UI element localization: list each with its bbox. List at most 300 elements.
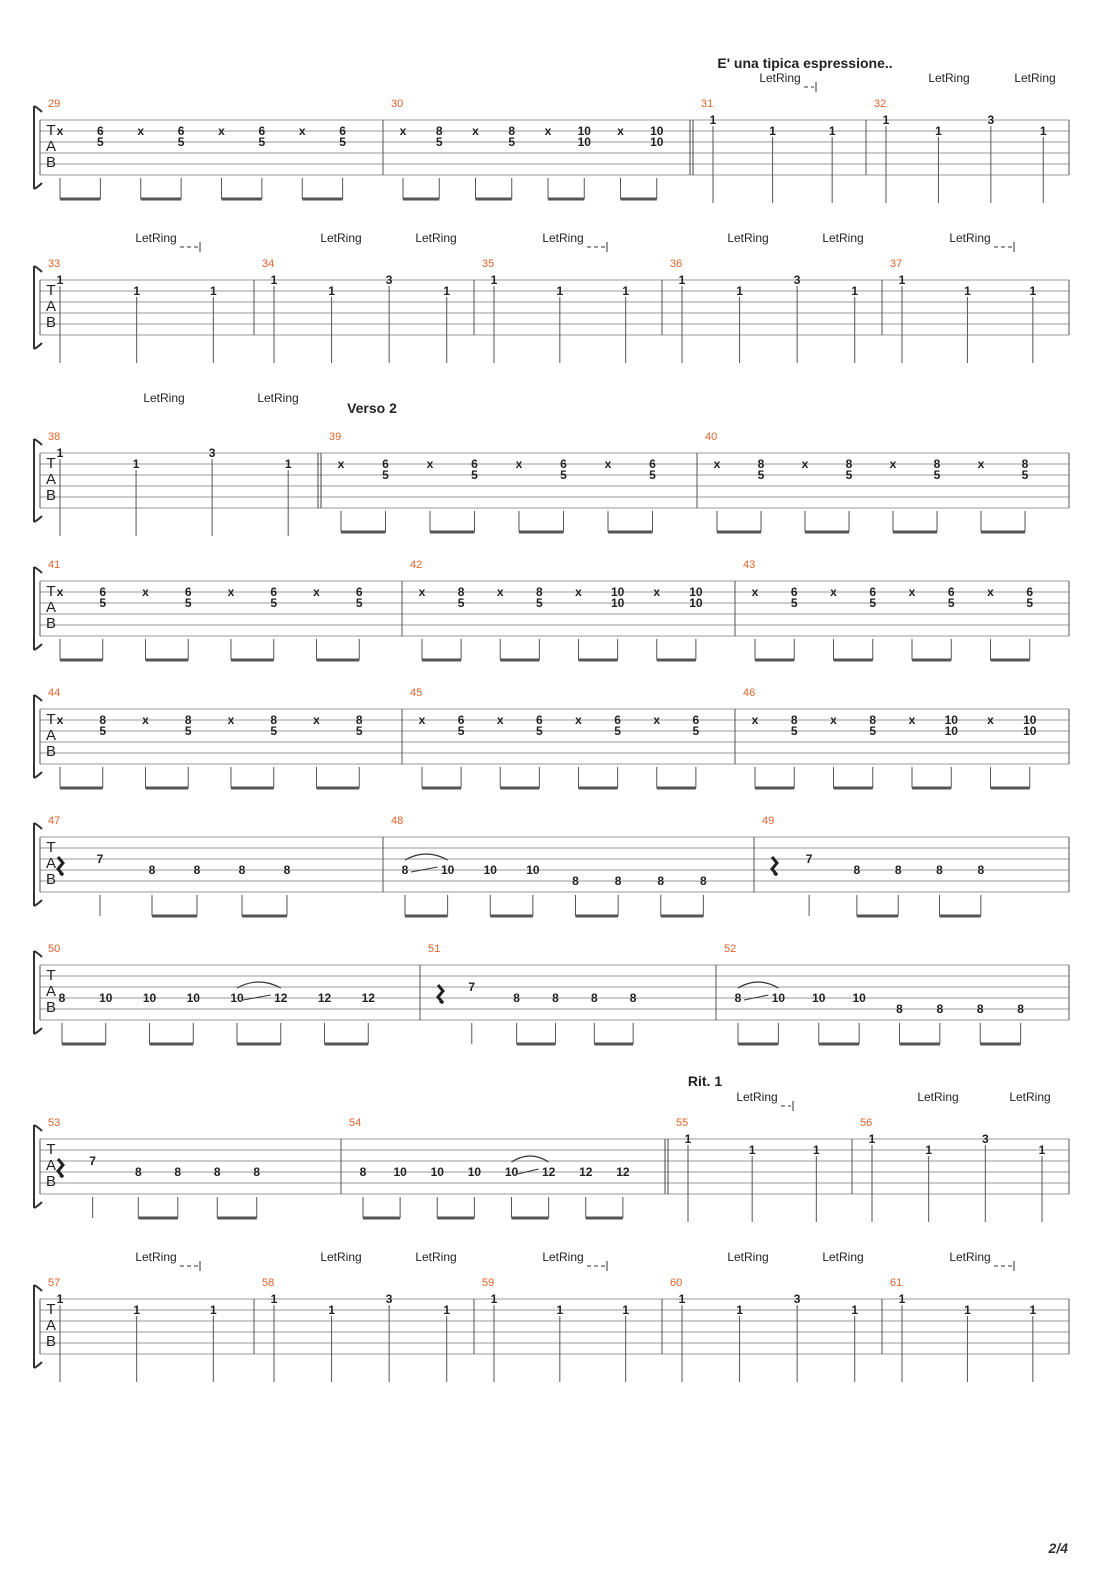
- fret-number: 8: [184, 713, 192, 727]
- fret-number: 6: [177, 124, 185, 138]
- section-label: Rit. 1: [687, 1073, 723, 1089]
- tab-letter-a: A: [45, 855, 57, 872]
- tab-letter-a: A: [45, 983, 57, 1000]
- fret-number: 8: [936, 863, 943, 877]
- fret-mute: x: [496, 713, 504, 727]
- tab-letter-t: T: [46, 839, 56, 856]
- fret-number: 6: [184, 585, 192, 599]
- fret-number: 3: [987, 113, 995, 127]
- fret-number: 8: [552, 991, 559, 1005]
- fret-number: 6: [869, 585, 877, 599]
- fret-number: 1: [935, 124, 942, 138]
- tab-letter-a: A: [45, 1317, 57, 1334]
- fret-number: 12: [361, 991, 375, 1005]
- fret-number: 1: [443, 1303, 451, 1317]
- measure-number: 60: [670, 1277, 683, 1289]
- fret-number: 10: [812, 991, 826, 1005]
- fret-mute: x: [830, 713, 837, 727]
- fret-number: 1: [56, 273, 64, 287]
- measure-number: 46: [743, 687, 756, 699]
- measure-number: 56: [860, 1117, 873, 1129]
- staff-brace: [34, 823, 42, 906]
- fret-number: 1: [736, 284, 743, 298]
- fret-number: 8: [536, 585, 543, 599]
- fret-number: 1: [209, 1303, 217, 1317]
- fret-mute: x: [889, 457, 897, 471]
- measure-number: 39: [329, 431, 342, 443]
- fret-number: 10: [186, 991, 200, 1005]
- fret-number: 1: [709, 113, 717, 127]
- fret-mute: x: [515, 457, 523, 471]
- fret-number: 8: [58, 991, 66, 1005]
- fret-number: 8: [869, 713, 877, 727]
- fret-number: 8: [359, 1165, 367, 1179]
- measure-number: 38: [48, 431, 61, 443]
- fret-number: 6: [99, 585, 107, 599]
- fret-mute: x: [137, 124, 145, 138]
- let-ring-label: LetRing: [415, 1250, 457, 1264]
- fret-number: 8: [513, 991, 520, 1005]
- fret-number: 8: [253, 1165, 261, 1179]
- measure-number: 32: [874, 98, 887, 110]
- fret-mute: x: [830, 585, 837, 599]
- measure-number: 47: [48, 815, 61, 827]
- tab-letter-t: T: [46, 455, 56, 472]
- fret-number: 8: [238, 863, 246, 877]
- fret-number: 8: [401, 863, 409, 877]
- fret-number: 7: [805, 852, 813, 866]
- measure-number: 29: [48, 98, 61, 110]
- measure-number: 48: [391, 815, 404, 827]
- fret-mute: x: [751, 713, 759, 727]
- tab-letter-a: A: [45, 138, 57, 155]
- fret-mute: x: [418, 713, 426, 727]
- fret-number: 5: [355, 724, 363, 738]
- fret-number: 6: [790, 585, 798, 599]
- fret-number: 6: [649, 457, 656, 471]
- measure-number: 31: [701, 98, 714, 110]
- fret-number: 1: [684, 1132, 692, 1146]
- staff-brace: [34, 567, 42, 650]
- fret-number: 5: [457, 596, 465, 610]
- fret-number: 8: [734, 991, 742, 1005]
- fret-mute: x: [426, 457, 434, 471]
- measure-number: 61: [890, 1277, 903, 1289]
- fret-mute: x: [544, 124, 552, 138]
- staff-brace: [34, 1125, 42, 1208]
- fret-number: 8: [283, 863, 291, 877]
- measure-number: 41: [48, 559, 61, 571]
- fret-number: 1: [328, 1303, 335, 1317]
- fret-number: 12: [274, 991, 288, 1005]
- fret-number: 3: [793, 273, 801, 287]
- section-label: Verso 2: [347, 400, 397, 416]
- fret-number: 8: [270, 713, 278, 727]
- fret-number: 1: [964, 1303, 971, 1317]
- measure-number: 49: [762, 815, 775, 827]
- fret-number: 8: [629, 991, 637, 1005]
- fret-number: 1: [132, 457, 140, 471]
- fret-number: 5: [947, 596, 955, 610]
- fret-number: 10: [483, 863, 497, 877]
- fret-mute: x: [56, 713, 64, 727]
- fret-number: 5: [649, 468, 656, 482]
- fret-mute: x: [801, 457, 809, 471]
- fret-number: 8: [936, 1002, 944, 1016]
- tab-letter-t: T: [46, 711, 56, 728]
- let-ring-label: LetRing: [542, 231, 584, 245]
- fret-number: 5: [184, 724, 192, 738]
- fret-number: 10: [99, 991, 113, 1005]
- fret-number: 1: [56, 446, 64, 460]
- fret-mute: x: [56, 585, 64, 599]
- fret-mute: x: [575, 585, 582, 599]
- fret-mute: x: [617, 124, 624, 138]
- fret-number: 5: [1026, 596, 1034, 610]
- fret-number: 8: [134, 1165, 142, 1179]
- fret-mute: x: [713, 457, 721, 471]
- fret-number: 8: [976, 1002, 984, 1016]
- fret-number: 6: [1026, 585, 1034, 599]
- fret-mute: x: [908, 585, 916, 599]
- measure-number: 33: [48, 258, 61, 270]
- fret-number: 6: [382, 457, 389, 471]
- fret-mute: x: [977, 457, 985, 471]
- fret-number: 5: [869, 724, 877, 738]
- fret-mute: x: [313, 713, 320, 727]
- fret-number: 5: [536, 596, 543, 610]
- measure-number: 57: [48, 1277, 61, 1289]
- fret-number: 8: [894, 863, 902, 877]
- fret-mute: x: [653, 585, 661, 599]
- fret-number: 1: [1039, 124, 1047, 138]
- let-ring-label: LetRing: [759, 71, 801, 85]
- fret-number: 12: [541, 1165, 556, 1179]
- fret-number: 5: [258, 135, 266, 149]
- tab-letter-b: B: [45, 1173, 57, 1190]
- fret-number: 5: [97, 135, 104, 149]
- fret-number: 7: [89, 1154, 96, 1168]
- measure-number: 52: [724, 943, 737, 955]
- fret-number: 5: [845, 468, 853, 482]
- tab-letter-t: T: [46, 122, 56, 139]
- fret-number: 8: [213, 1165, 221, 1179]
- fret-number: 1: [678, 273, 686, 287]
- fret-mute: x: [218, 124, 225, 138]
- fret-mute: x: [313, 585, 320, 599]
- fret-number: 6: [457, 713, 465, 727]
- fret-number: 8: [457, 585, 465, 599]
- fret-number: 10: [610, 596, 625, 610]
- fret-number: 10: [1023, 713, 1037, 727]
- fret-number: 1: [556, 284, 564, 298]
- tab-letter-b: B: [45, 1333, 57, 1350]
- tab-letter-a: A: [45, 1157, 57, 1174]
- fret-number: 1: [490, 273, 498, 287]
- fret-number: 1: [1038, 1143, 1046, 1157]
- fret-number: 3: [385, 273, 393, 287]
- fret-number: 8: [896, 1002, 903, 1016]
- let-ring-label: LetRing: [736, 1090, 778, 1104]
- fret-number: 5: [1021, 468, 1029, 482]
- fret-number: 5: [692, 724, 700, 738]
- measure-number: 54: [349, 1117, 362, 1129]
- fret-number: 6: [270, 585, 278, 599]
- tab-letter-a: A: [45, 471, 57, 488]
- fret-number: 8: [148, 863, 156, 877]
- fret-number: 5: [99, 596, 107, 610]
- fret-number: 1: [443, 284, 451, 298]
- fret-number: 1: [898, 1292, 906, 1306]
- quarter-rest: [438, 985, 443, 1003]
- fret-number: 10: [944, 724, 958, 738]
- let-ring-label: LetRing: [928, 71, 970, 85]
- fret-number: 1: [812, 1143, 820, 1157]
- let-ring-label: LetRing: [822, 1250, 864, 1264]
- measure-number: 37: [890, 258, 903, 270]
- fret-number: 8: [99, 713, 107, 727]
- fret-number: 5: [614, 724, 621, 738]
- fret-number: 1: [490, 1292, 498, 1306]
- fret-number: 8: [1021, 457, 1029, 471]
- let-ring-label: LetRing: [257, 391, 299, 405]
- fret-number: 5: [869, 596, 877, 610]
- fret-number: 8: [853, 863, 861, 877]
- fret-number: 1: [851, 1303, 859, 1317]
- fret-mute: x: [908, 713, 916, 727]
- fret-number: 12: [317, 991, 332, 1005]
- fret-number: 1: [851, 284, 859, 298]
- tab-letter-b: B: [45, 999, 57, 1016]
- fret-number: 10: [393, 1165, 407, 1179]
- let-ring-label: LetRing: [542, 1250, 584, 1264]
- measure-number: 35: [482, 258, 495, 270]
- measure-number: 42: [410, 559, 423, 571]
- let-ring-label: LetRing: [143, 391, 185, 405]
- fret-number: 10: [526, 863, 540, 877]
- fret-number: 6: [947, 585, 955, 599]
- quarter-rest: [58, 857, 63, 875]
- fret-number: 8: [572, 874, 579, 888]
- fret-number: 12: [616, 1165, 630, 1179]
- quarter-rest: [772, 857, 777, 875]
- let-ring-label: LetRing: [1009, 1090, 1051, 1104]
- fret-number: 10: [230, 991, 244, 1005]
- fret-number: 1: [270, 1292, 278, 1306]
- fret-number: 6: [471, 457, 478, 471]
- fret-number: 12: [579, 1165, 593, 1179]
- fret-mute: x: [604, 457, 612, 471]
- fret-number: 10: [142, 991, 157, 1005]
- fret-number: 7: [468, 980, 476, 994]
- tab-letter-b: B: [45, 615, 57, 632]
- fret-number: 8: [977, 863, 985, 877]
- measure-number: 51: [428, 943, 441, 955]
- fret-number: 5: [270, 596, 278, 610]
- fret-mute: x: [227, 713, 235, 727]
- fret-number: 1: [133, 1303, 141, 1317]
- fret-mute: x: [472, 124, 479, 138]
- fret-number: 10: [430, 1165, 444, 1179]
- fret-mute: x: [142, 713, 149, 727]
- fret-number: 6: [692, 713, 700, 727]
- fret-number: 6: [258, 124, 266, 138]
- fret-number: 10: [440, 863, 455, 877]
- measure-number: 53: [48, 1117, 61, 1129]
- fret-number: 8: [790, 713, 798, 727]
- fret-mute: x: [227, 585, 235, 599]
- let-ring-label: LetRing: [415, 231, 457, 245]
- fret-number: 1: [868, 1132, 876, 1146]
- measure-number: 45: [410, 687, 423, 699]
- section-label: E' una tipica espressione..: [717, 55, 893, 71]
- fret-number: 1: [622, 1303, 630, 1317]
- measure-number: 43: [743, 559, 756, 571]
- fret-number: 1: [209, 284, 217, 298]
- fret-number: 5: [790, 596, 798, 610]
- fret-number: 3: [385, 1292, 393, 1306]
- fret-number: 5: [382, 468, 389, 482]
- tab-letter-b: B: [45, 487, 57, 504]
- let-ring-label: LetRing: [135, 1250, 177, 1264]
- measure-number: 55: [676, 1117, 689, 1129]
- fret-number: 1: [328, 284, 335, 298]
- fret-mute: x: [575, 713, 582, 727]
- fret-number: 6: [536, 713, 543, 727]
- fret-number: 1: [1029, 1303, 1037, 1317]
- let-ring-label: LetRing: [1014, 71, 1056, 85]
- staff-brace: [34, 106, 42, 189]
- fret-number: 1: [925, 1143, 933, 1157]
- fret-number: 1: [748, 1143, 756, 1157]
- measure-number: 36: [670, 258, 683, 270]
- let-ring-label: LetRing: [949, 231, 991, 245]
- tab-letter-t: T: [46, 1141, 56, 1158]
- fret-number: 6: [339, 124, 346, 138]
- fret-number: 8: [174, 1165, 182, 1179]
- tab-letter-t: T: [46, 1301, 56, 1318]
- fret-number: 1: [882, 113, 890, 127]
- tab-letter-b: B: [45, 154, 57, 171]
- let-ring-label: LetRing: [917, 1090, 959, 1104]
- fret-number: 5: [790, 724, 798, 738]
- fret-number: 10: [944, 713, 958, 727]
- fret-number: 10: [650, 124, 664, 138]
- fret-number: 10: [504, 1165, 519, 1179]
- fret-number: 10: [650, 135, 664, 149]
- fret-number: 10: [577, 135, 591, 149]
- fret-number: 10: [577, 124, 591, 138]
- fret-mute: x: [987, 713, 994, 727]
- fret-number: 5: [508, 135, 516, 149]
- fret-number: 6: [97, 124, 104, 138]
- tab-letter-a: A: [45, 727, 57, 744]
- tab-letter-t: T: [46, 583, 56, 600]
- staff-brace: [34, 951, 42, 1034]
- fret-number: 5: [471, 468, 478, 482]
- tab-letter-t: T: [46, 282, 56, 299]
- fret-number: 8: [435, 124, 443, 138]
- fret-number: 8: [700, 874, 707, 888]
- tab-letter-b: B: [45, 314, 57, 331]
- fret-number: 8: [933, 457, 941, 471]
- fret-number: 5: [757, 468, 765, 482]
- fret-number: 8: [845, 457, 853, 471]
- fret-number: 10: [689, 585, 703, 599]
- fret-mute: x: [987, 585, 994, 599]
- fret-number: 1: [556, 1303, 564, 1317]
- fret-number: 1: [898, 273, 906, 287]
- staff-brace: [34, 695, 42, 778]
- tab-letter-a: A: [45, 599, 57, 616]
- fret-number: 5: [184, 596, 192, 610]
- fret-number: 3: [981, 1132, 989, 1146]
- let-ring-label: LetRing: [135, 231, 177, 245]
- let-ring-label: LetRing: [727, 231, 769, 245]
- fret-number: 1: [828, 124, 836, 138]
- measure-number: 59: [482, 1277, 495, 1289]
- fret-number: 6: [355, 585, 363, 599]
- fret-number: 10: [771, 991, 786, 1005]
- fret-number: 5: [435, 135, 443, 149]
- fret-number: 8: [590, 991, 598, 1005]
- fret-number: 5: [933, 468, 941, 482]
- measure-number: 40: [705, 431, 718, 443]
- fret-number: 8: [508, 124, 516, 138]
- tab-letter-b: B: [45, 743, 57, 760]
- fret-number: 8: [614, 874, 622, 888]
- fret-number: 1: [133, 284, 141, 298]
- fret-number: 3: [793, 1292, 801, 1306]
- fret-mute: x: [653, 713, 661, 727]
- page-number: 2/4: [1048, 1540, 1068, 1556]
- fret-number: 1: [964, 284, 971, 298]
- fret-mute: x: [298, 124, 306, 138]
- fret-number: 5: [339, 135, 346, 149]
- fret-number: 1: [270, 273, 278, 287]
- fret-number: 5: [99, 724, 107, 738]
- fret-number: 3: [208, 446, 216, 460]
- staff-brace: [34, 439, 42, 522]
- tab-letter-b: B: [45, 871, 57, 888]
- fret-mute: x: [399, 124, 407, 138]
- fret-number: 6: [614, 713, 621, 727]
- fret-number: 5: [560, 468, 567, 482]
- fret-number: 1: [678, 1292, 686, 1306]
- measure-number: 30: [391, 98, 404, 110]
- tab-letter-a: A: [45, 298, 57, 315]
- fret-number: 8: [657, 874, 665, 888]
- fret-number: 8: [757, 457, 765, 471]
- measure-number: 34: [262, 258, 275, 270]
- let-ring-label: LetRing: [320, 1250, 362, 1264]
- fret-mute: x: [56, 124, 64, 138]
- fret-number: 1: [284, 457, 292, 471]
- fret-number: 5: [355, 596, 363, 610]
- fret-number: 10: [689, 596, 703, 610]
- fret-mute: x: [496, 585, 504, 599]
- fret-number: 5: [536, 724, 543, 738]
- quarter-rest: [58, 1159, 63, 1177]
- fret-number: 1: [1029, 284, 1037, 298]
- let-ring-label: LetRing: [727, 1250, 769, 1264]
- fret-mute: x: [142, 585, 149, 599]
- measure-number: 44: [48, 687, 61, 699]
- fret-number: 8: [355, 713, 363, 727]
- measure-number: 58: [262, 1277, 275, 1289]
- fret-number: 5: [177, 135, 185, 149]
- tab-letter-t: T: [46, 967, 56, 984]
